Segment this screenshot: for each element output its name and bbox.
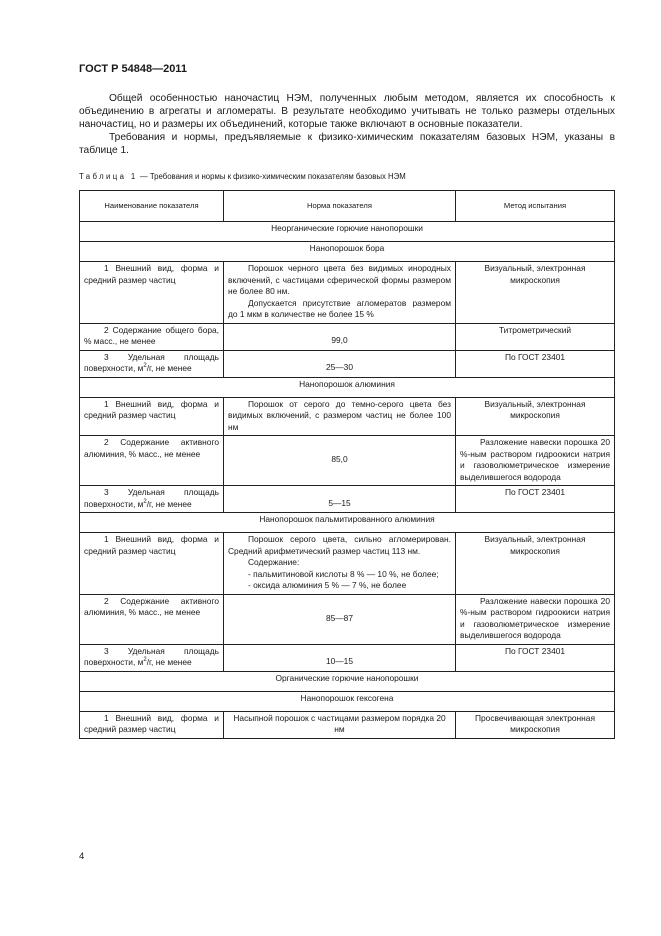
cell-text: 1 Внешний вид, форма и средний размер частиц xyxy=(84,398,219,420)
column-header-method: Метод испытания xyxy=(456,191,615,222)
section-row xyxy=(80,513,615,533)
section-title-boron: Нанопорошок бора xyxy=(80,242,615,262)
cell-text-part: /г, не менее xyxy=(146,498,192,509)
group-row xyxy=(80,671,615,691)
requirements-table xyxy=(79,190,615,739)
cell-name xyxy=(80,711,224,738)
cell-method: По ГОСТ 23401 xyxy=(456,644,615,671)
cell-text: Содержание: xyxy=(248,557,300,567)
section-title-hexogen: Нанопорошок гексогена xyxy=(80,691,615,711)
cell-method: Визуальный, электронная микроскопия xyxy=(456,533,615,595)
table-row xyxy=(80,397,615,436)
section-row xyxy=(80,377,615,397)
table-row xyxy=(80,486,615,513)
cell-text: 2 Содержание активного алюминия, % масс., не менее xyxy=(84,437,219,459)
cell-norm xyxy=(224,397,456,436)
cell-text-part: 3 Удельная площадь поверхности, м xyxy=(84,487,219,509)
cell-text xyxy=(84,646,219,669)
table-row xyxy=(80,594,615,644)
cell-method: Титрометрический xyxy=(456,323,615,350)
cell-text-part: 3 Удельная площадь поверхности, м xyxy=(84,645,219,667)
table-caption-lead: Таблица 1 xyxy=(79,172,138,181)
cell-name xyxy=(80,486,224,513)
superscript: 2 xyxy=(143,657,147,664)
cell-method xyxy=(456,436,615,486)
superscript: 2 xyxy=(143,363,147,370)
intro-text xyxy=(79,92,615,157)
cell-text: 2 Содержание общего бора, % масс., не менее xyxy=(84,324,219,346)
cell-name xyxy=(80,350,224,377)
cell-text: Порошок серого цвета, сильно агломерирован. Средний арифметический размер частиц 113 нм. xyxy=(228,534,451,556)
cell-name xyxy=(80,436,224,486)
section-row xyxy=(80,242,615,262)
cell-text: 2 Содержание активного алюминия, % масс., не менее xyxy=(84,595,219,617)
table-row xyxy=(80,323,615,350)
cell-text xyxy=(84,487,219,510)
group-title-organic: Органические горючие нанопорошки xyxy=(80,671,615,691)
cell-norm: 85,0 xyxy=(224,436,456,486)
table-row xyxy=(80,350,615,377)
cell-norm xyxy=(224,533,456,595)
cell-text: 1 Внешний вид, форма и средний размер частиц xyxy=(84,534,219,556)
group-title-inorganic: Неорганические горючие нанопорошки xyxy=(80,222,615,242)
cell-text: Порошок от серого до темно-серого цвета без видимых включений, с размером частиц не более 100 нм xyxy=(228,398,451,432)
cell-norm: 5—15 xyxy=(224,486,456,513)
cell-norm: 85—87 xyxy=(224,594,456,644)
table-caption-text: — Требования и нормы к физико-химическим показателям базовых НЭМ xyxy=(137,172,406,181)
superscript: 2 xyxy=(143,498,147,505)
cell-method: Визуальный, электронная микроскопия xyxy=(456,262,615,324)
table-row xyxy=(80,533,615,595)
cell-name xyxy=(80,323,224,350)
cell-method: По ГОСТ 23401 xyxy=(456,486,615,513)
document-header: ГОСТ Р 54848—2011 xyxy=(79,63,187,75)
table-row xyxy=(80,711,615,738)
section-title-aluminum: Нанопорошок алюминия xyxy=(80,377,615,397)
table-header-row xyxy=(80,191,615,222)
intro-paragraph-1: Общей особенностью наночастиц НЭМ, полученных любым методом, является их способность к объединению в агрегаты и агломераты. В результате необходимо учитывать не только размеры отдельных наночастиц, но и размеры их объединений, которые также включают в основные показатели. xyxy=(79,93,615,130)
group-row xyxy=(80,222,615,242)
cell-text xyxy=(84,352,219,375)
cell-text: Разложение навески порошка 20 %-ным раствором гидроокиси натрия и газоволюметрическое измерение выделившегося водорода xyxy=(460,437,610,482)
table-row xyxy=(80,262,615,324)
cell-text-part: /г, не менее xyxy=(146,657,192,667)
cell-method: Просвечивающая электронная микроскопия xyxy=(456,711,615,738)
cell-norm: 10—15 xyxy=(224,644,456,671)
cell-method: Визуальный, электронная микроскопия xyxy=(456,397,615,436)
cell-text: 1 Внешний вид, форма и средний размер частиц xyxy=(84,712,219,734)
cell-norm: 99,0 xyxy=(224,323,456,350)
table-row xyxy=(80,436,615,486)
cell-text: 1 Внешний вид, форма и средний размер частиц xyxy=(84,263,219,285)
section-title-palmitated-aluminum: Нанопорошок пальмитированного алюминия xyxy=(80,513,615,533)
cell-name xyxy=(80,533,224,595)
cell-name xyxy=(80,397,224,436)
cell-norm: Насыпной порошок с частицами размером порядка 20 нм xyxy=(224,711,456,738)
column-header-norm: Норма показателя xyxy=(224,191,456,222)
cell-text: Порошок черного цвета без видимых инородных включений, с частицами сферической формы размером не более 80 нм. xyxy=(228,263,451,296)
cell-method xyxy=(456,594,615,644)
column-header-name: Наименование показателя xyxy=(80,191,224,222)
cell-text: - оксида алюминия 5 % — 7 %, не более xyxy=(248,580,407,590)
table-row xyxy=(80,644,615,671)
cell-text: Допускается присутствие агломератов размером до 1 мкм в количестве не более 15 % xyxy=(228,297,451,319)
intro-paragraph-2: Требования и нормы, предъявляемые к физико-химическим показателям базовых НЭМ, указаны в таблице 1. xyxy=(79,132,615,156)
cell-norm xyxy=(224,262,456,324)
cell-text-part: 3 Удельная площадь поверхности, м xyxy=(84,351,219,373)
cell-method: По ГОСТ 23401 xyxy=(456,350,615,377)
cell-text: Разложение навески порошка 20 %-ным раствором гидроокиси натрия и газоволюметрическое измерение выделившегося водорода xyxy=(460,595,610,640)
cell-name xyxy=(80,644,224,671)
cell-name xyxy=(80,594,224,644)
cell-text: - пальмитиновой кислоты 8 % — 10 %, не более; xyxy=(248,568,439,579)
cell-text-part: /г, не менее xyxy=(146,363,192,373)
cell-name xyxy=(80,262,224,324)
table-caption xyxy=(79,172,406,181)
section-row xyxy=(80,691,615,711)
cell-norm: 25—30 xyxy=(224,350,456,377)
page-number: 4 xyxy=(79,851,85,862)
